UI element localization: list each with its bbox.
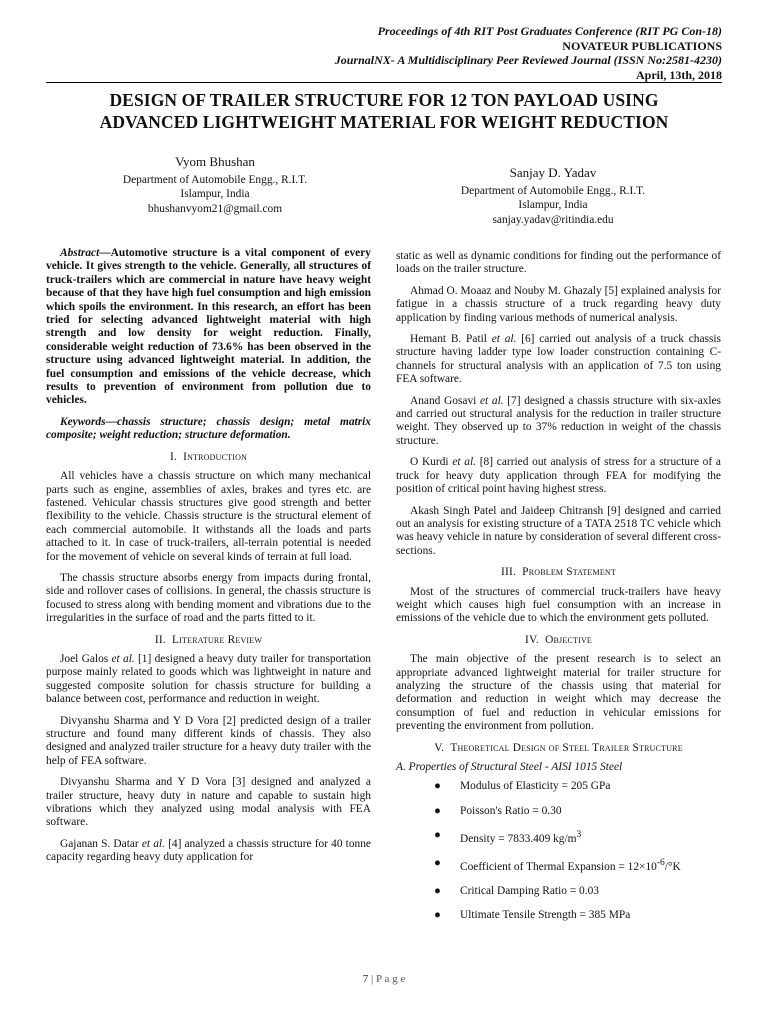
paragraph: Hemant B. Patil et al. [6] carried out analysis of a truck chassis structure having ladder type low loader construction containing C-channels for structural analysis with an application of 7.5 ton using FEA software. <box>396 333 721 386</box>
paragraph: Gajanan S. Datar et al. [4] analyzed a chassis structure for 40 tonne capacity regarding heavy duty application for <box>46 837 371 864</box>
section-heading-literature-review <box>46 634 371 647</box>
paragraph: Ahmad O. Moaaz and Nouby M. Ghazaly [5] explained analysis for fatigue in a chassis structure of a truck regarding heavy duty application by finding various methods of numerical analysis. <box>396 284 721 324</box>
list-item: ● Coefficient of Thermal Expansion = $12\times 10^{-6}/^\circ K$ <box>434 856 681 873</box>
footer-separator: | <box>368 973 376 985</box>
properties-list <box>396 780 721 922</box>
paragraph: Anand Gosavi et al. [7] designed a chassis structure with six-axles and carried out structural analysis for the reduction in trailer structure weight. They observed up to 37% reduction in weight of the chassis structure. <box>396 394 721 447</box>
section-title: Objective <box>545 633 593 646</box>
section-heading-theoretical-design <box>396 742 721 755</box>
abstract-text: —Automotive structure is a vital component of every vehicle. It gives strength to the vehicle. Generally, all structures of truck-trailers which are commercial in nature have heavy weight because of that they have high fuel consumption and high emission which spoils the environment. In this research, an effort has been tried for selecting advanced lightweight material with high strength and low density for weight reduction. Finally, considerable weight reduction of 73.6% has been observed in the structure using advanced lightweight material. In addition, the fuel consumption and emissions of the vehicle decrease, which results to prevention of environment from pollution due to vehicles. <box>46 247 371 407</box>
title-line-2: ADVANCED LIGHTWEIGHT MATERIAL FOR WEIGHT REDUCTION <box>99 112 669 132</box>
paragraph: The chassis structure absorbs energy from impacts during frontal, side and rollover cases of collisions. In general, the chassis structure is focused to stress along with bending moment and vibrations due to the irregularities in the surface of road and the parts fitted to it. <box>46 571 371 625</box>
list-item: ● Modulus of Elasticity = 205 GPa <box>434 780 611 793</box>
conference-line: Proceedings of 4th RIT Post Graduates Conference (RIT PG Con-18) <box>377 24 722 38</box>
section-heading-problem-statement <box>396 566 721 579</box>
author-name: Sanjay D. Yadav <box>509 165 597 180</box>
keywords: Keywords—chassis structure; chassis design; metal matrix composite; weight reduction; structure deformation. <box>46 415 371 442</box>
bullet-icon: ● <box>434 804 441 817</box>
paragraph: Joel Galos et al. [1] designed a heavy duty trailer for transportation purpose mainly related to goods which was lightweight in nature and suggested composite solution for chassis structure for building a balance between cost, performance and reduction in weight. <box>46 652 372 706</box>
section-title: Problem Statement <box>522 566 616 579</box>
paragraph: Most of the structures of commercial truck-trailers have heavy weight which causes high fuel consumption with an increase in emissions of the vehicle due to which the environment gets polluted. <box>396 585 721 625</box>
author-block-2 <box>398 164 708 227</box>
bullet-icon: ● <box>434 909 441 922</box>
abstract <box>46 247 371 408</box>
author-location: Islampur, India <box>518 199 588 212</box>
paragraph-continued: static as well as dynamic conditions for finding out the performance of loads on the trailer structure. <box>396 250 721 276</box>
date-line: April, 13th, 2018 <box>635 67 722 82</box>
section-title: Theoretical Design of Steel Trailer Structure <box>450 741 683 754</box>
author-email[interactable]: sanjay.yadav@ritindia.edu <box>492 213 614 226</box>
paragraph: O Kurdi et al. [8] carried out analysis of stress for a structure of a truck for heavy duty application through FEA for modifying the position of critical point having highest stress. <box>396 456 721 496</box>
list-item: ● Density = 7833.409 $kg/m^3$ <box>434 828 582 845</box>
author-email[interactable]: bhushanvyom21@gmail.com <box>147 202 283 215</box>
paragraph: Divyanshu Sharma and Y D Vora [3] designed and analyzed a trailer structure, heavy duty in nature and capable to sustain high vibrations which they analyzed using modal analysis with FEA software. <box>46 776 371 829</box>
section-title: Literature Review <box>172 633 263 646</box>
section-number: V. <box>434 741 445 754</box>
title-line-1: DESIGN OF TRAILER STRUCTURE FOR 12 TON PAYLOAD USING <box>109 90 659 110</box>
section-heading-introduction <box>46 451 371 464</box>
author-location: Islampur, India <box>180 188 250 201</box>
section-heading-objective <box>396 634 721 647</box>
header-rule <box>46 82 722 83</box>
section-number: IV. <box>524 633 539 646</box>
page-number: 7 <box>362 973 369 985</box>
section-number: II. <box>154 633 166 646</box>
abstract-label: Abstract <box>60 247 100 259</box>
right-column <box>396 250 721 933</box>
list-item: ● Poisson's Ratio = 0.30 <box>434 804 562 817</box>
footer-label: P a g e <box>375 973 406 985</box>
subsection-heading: A. Properties of Structural Steel - AISI 1015 Steel <box>396 761 623 773</box>
author-block-1 <box>60 153 370 216</box>
bullet-icon: ● <box>434 828 441 841</box>
section-number: III. <box>501 566 517 579</box>
author-department: Department of Automobile Engg., R.I.T. <box>122 174 308 186</box>
paper-title <box>40 89 728 133</box>
paragraph: All vehicles have a chassis structure on which many mechanical parts such as engine, assemblies of axles, brakes and tyres etc. are fastened. Vehicular chassis structures give good strength and better flexibility to the vehicle. Chassis structure is the structural element of each commercial automobile. It withstands all the loads and parts attached to it. In case of truck-trailers, all-terrain potential is needed for the movement of vehicle on several kinds of terrain at full load. <box>46 470 371 563</box>
journal-header <box>335 24 722 82</box>
list-item: ● Critical Damping Ratio = 0.03 <box>434 884 599 897</box>
journal-line: JournalNX- A Multidisciplinary Peer Reviewed Journal (ISSN No:2581-4230) <box>334 53 722 67</box>
paragraph: The main objective of the present research is to select an appropriate advanced lightweight material for trailer structure for analyzing the structure of the chassis using that material for deformation and reduction in weight which may decrease the consumption of fuel and reduction in vehicular emissions for preventing the environment from pollution. <box>396 653 721 733</box>
list-item: ● Ultimate Tensile Strength = 385 MPa <box>434 909 631 922</box>
paragraph: Divyanshu Sharma and Y D Vora [2] predicted design of a trailer structure and found many different kinds of chassis. They also designed and analyzed trailer structure for a heavy duty trailer with the help of FEA software. <box>46 714 371 767</box>
page-footer <box>0 973 768 985</box>
publisher-line: NOVATEUR PUBLICATIONS <box>562 38 722 53</box>
author-name: Vyom Bhushan <box>175 154 255 169</box>
bullet-icon: ● <box>434 856 441 869</box>
section-title: Introduction <box>183 450 248 463</box>
bullet-icon: ● <box>434 780 441 793</box>
author-department: Department of Automobile Engg., R.I.T. <box>460 185 646 197</box>
left-column <box>46 247 371 873</box>
paragraph: Akash Singh Patel and Jaideep Chitransh [9] designed and carried out an analysis for existing structure of a TATA 2518 TC vehicle which was heavy vehicle in nature by consideration of several different cross-sections. <box>396 504 721 557</box>
bullet-icon: ● <box>434 884 441 897</box>
section-number: I. <box>169 450 177 463</box>
